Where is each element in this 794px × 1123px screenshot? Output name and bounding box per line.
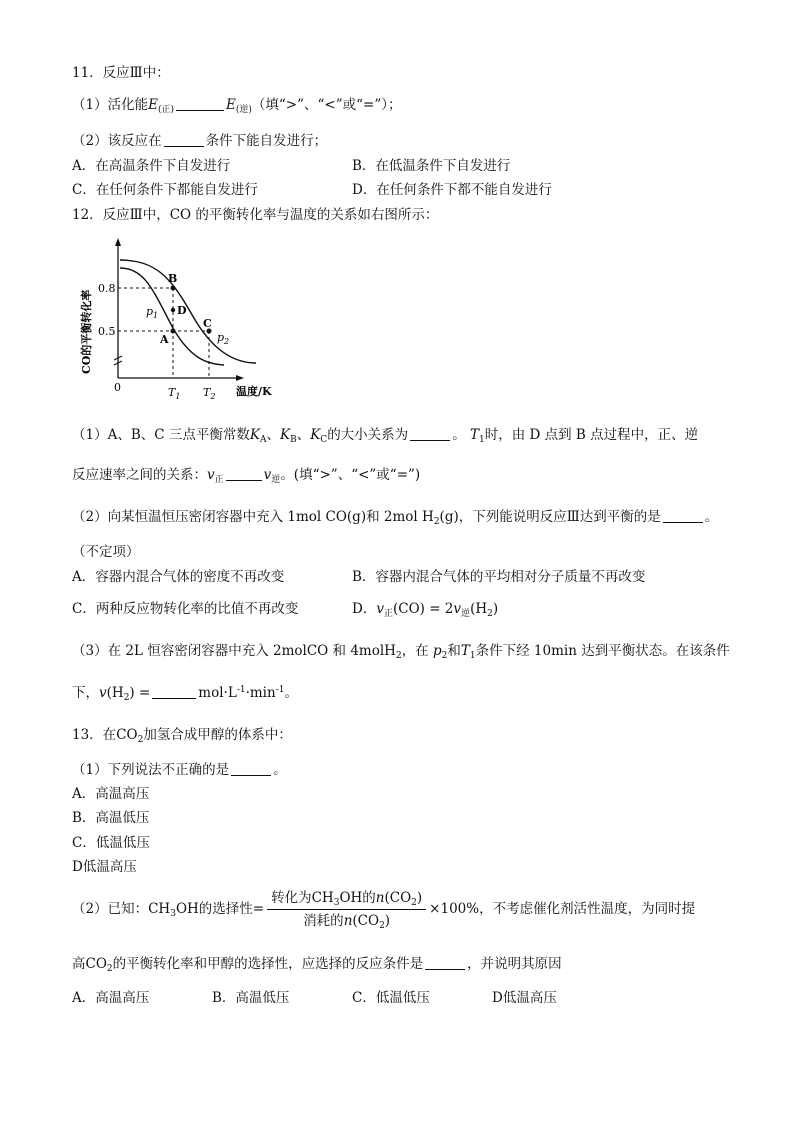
q11-option-b: B．在低温条件下自发进行 [352, 158, 511, 174]
xtick-t1: $T_1$ [168, 386, 181, 401]
q12-option-d: D．$v_正(CO) = 2v_逆(H_2)$ [352, 601, 499, 619]
q13-option-d: D低温高压 [492, 990, 557, 1006]
point-b [171, 286, 176, 291]
ytick-0.8: 0.8 [98, 282, 116, 295]
q12-part1-line2: 反应速率之间的关系：$v_正$ $v_逆$。(填“>”、“<”或“=”) [72, 467, 421, 485]
x-axis-label: 温度/K [236, 385, 272, 398]
q13-option-d: D低温高压 [72, 859, 137, 875]
answer-blank[interactable] [425, 956, 465, 970]
q13-option-a: A．高温高压 [72, 990, 150, 1006]
q13-option-c: C．低温低压 [352, 990, 430, 1006]
q11-option-d: D．在任何条件下都不能自发进行 [352, 182, 552, 198]
answer-blank[interactable] [226, 467, 262, 481]
q13-part2-line2: 高$CO_2$的平衡转化率和甲醇的选择性，应选择的反应条件是 ，并说明其原因 [72, 956, 562, 974]
q13-option-c: C．低温低压 [72, 835, 150, 851]
q12-option-a: A．容器内混合气体的密度不再改变 [72, 569, 285, 585]
q12-part1-line1: （1）A、B、C 三点平衡常数$K_A$、$K_B$、$K_C$的大小关系为 。 $T_1$时，由 D 点到 B 点过程中，正、逆 [72, 427, 699, 445]
label-d: D [177, 304, 187, 317]
answer-blank[interactable] [152, 685, 196, 699]
q11-option-c: C．在任何条件下都能自发进行 [72, 182, 258, 198]
selectivity-fraction: $\frac{转化为CH_3OH的n(CO_2)}{消耗的n(CO_2)}$ [267, 888, 426, 931]
q11-option-a: A．在高温条件下自发进行 [72, 158, 231, 174]
answer-blank[interactable] [410, 427, 450, 441]
q11-part2: （2）该反应在 条件下能自发进行； [72, 133, 328, 149]
x-axis-arrow [236, 375, 244, 381]
q13-option-a: A．高温高压 [72, 786, 150, 802]
label-c: C [203, 317, 212, 330]
answer-blank[interactable] [164, 133, 204, 147]
q13-part2-line1: （2）已知：$CH_3OH$的选择性= $\frac{转化为CH_3OH的n(CO_2)}{消耗的n(CO_2)}$ ×100%，不考虑催化剂活性温度，为同时提 [72, 890, 696, 931]
point-d [171, 308, 175, 312]
q11-part1: （1）活化能$E_{(正)}$ $E_{(逆)}$（填“>”、“<”或“=”）； [72, 97, 402, 115]
label-b: B [168, 272, 178, 285]
q12-option-b: B．容器内混合气体的平均相对分子质量不再改变 [352, 569, 646, 585]
q13-option-b: B．高温低压 [212, 990, 290, 1006]
q11-title: 11．反应Ⅲ中： [72, 65, 170, 81]
q13-title: 13．在$CO_2$加氢合成甲醇的体系中： [72, 727, 292, 745]
y-axis-label: CO的平衡转化率 [80, 289, 93, 374]
label-p2: $p_2$ [217, 331, 230, 346]
label-a: A [160, 333, 169, 346]
origin-label: 0 [114, 381, 121, 394]
y-axis-arrow [115, 238, 121, 246]
answer-blank[interactable] [176, 97, 224, 111]
q12-option-c: C．两种反应物转化率的比值不再改变 [72, 601, 299, 617]
co-conversion-chart [76, 238, 296, 410]
answer-blank[interactable] [663, 509, 703, 523]
ytick-0.5: 0.5 [98, 325, 116, 338]
q12-part3-line1: （3）在 2L 恒容密闭容器中充入 2molCO 和 4molH$_2$，在 $p_2$和$T_1$条件下经 10min 达到平衡状态。在该条件 [72, 643, 730, 661]
q12-title: 12．反应Ⅲ中，CO 的平衡转化率与温度的关系如右图所示： [72, 207, 439, 223]
label-p1: $p_1$ [146, 305, 159, 320]
point-a [171, 329, 176, 334]
xtick-t2: $T_2$ [203, 386, 216, 401]
q12-part2-line1: （2）向某恒温恒压密闭容器中充入 1mol CO(g)和 2mol $H_2(g)$，下列能说明反应Ⅲ达到平衡的是 。 [72, 509, 719, 527]
q13-part1: （1）下列说法不正确的是 。 [72, 762, 287, 778]
q13-option-b: B．高温低压 [72, 810, 150, 826]
q12-part2-line2: （不定项） [72, 544, 140, 560]
answer-blank[interactable] [231, 762, 271, 776]
q12-part3-line2: 下，$v(H_2) = mol\cdot L^{-1}\cdot\min^{-1}$。 [72, 685, 298, 703]
